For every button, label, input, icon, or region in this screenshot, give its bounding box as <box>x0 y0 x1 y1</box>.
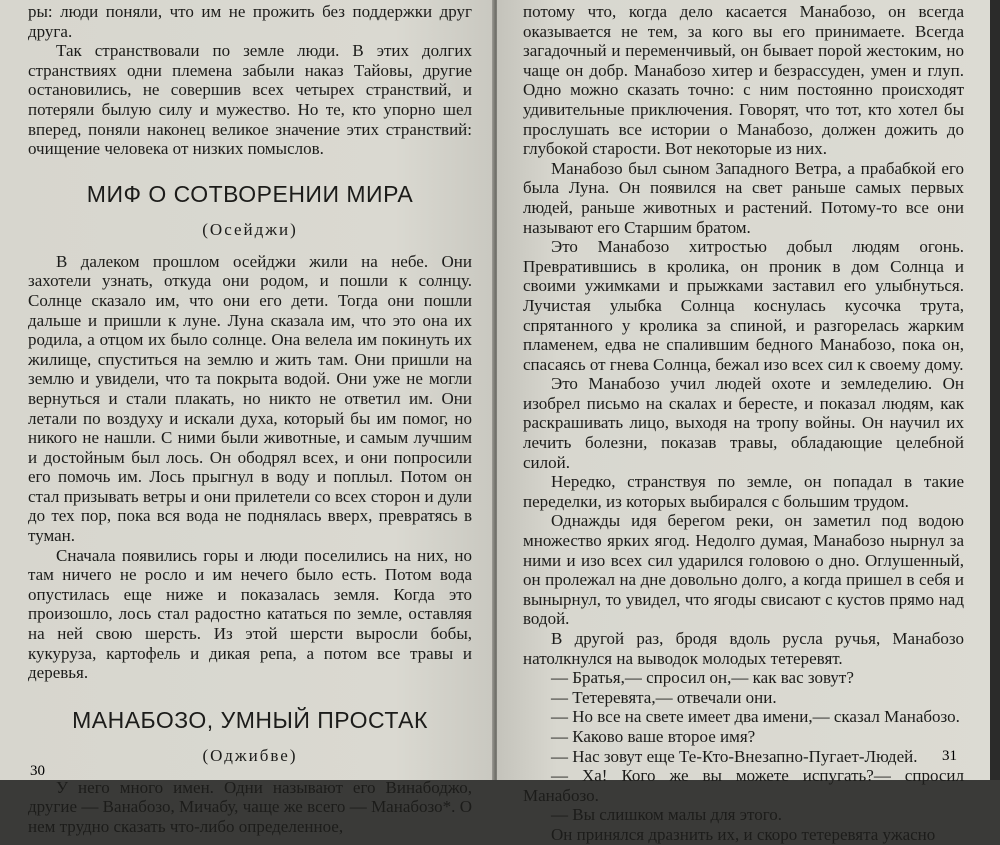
paragraph: Однажды идя берегом реки, он заметил под водою множество ярких ягод. Недолго думая, Манабозо нырнул за ними и изо всех сил ударился головою о дно. Оглушенный, он пролежал на дне довольно долго, а когда пришел в себя и вынырнул, то увидел, что ягоды свисают с кустов прямо над водой. <box>523 511 964 629</box>
left-page <box>0 0 494 836</box>
paragraph: Сначала появились горы и люди поселились на них, но там ничего не росло и им нечего было есть. Потом вода опустилась еще ниже и показалась земля. Когда это произошло, лось стал радостно кататься по земле, оставляя на ней свою шерсть. Из этой шерсти выросли бобы, кукуруза, картофель и дикая репа, а потом все травы и деревья. <box>28 545 472 683</box>
dialogue-line: — Братья,— спросил он,— как вас зовут? <box>551 668 854 688</box>
chapter-subtitle: (Оджибве) <box>202 745 298 765</box>
paragraph: Он принялся дразнить их, и скоро тетеревята ужасно <box>551 824 936 844</box>
page-number: 30 <box>30 763 45 779</box>
paragraph: потому что, когда дело касается Манабозо, он всегда оказывается не тем, за кого вы его принимаете. Всегда загадочный и переменчивый, он бывает порой жестоким, но чаще он добр. Манабозо хитер и безрассуден, умен и глуп. Одно можно сказать точно: с ним постоянно происходят удивительные приключения. Говорят, что тот, кто хотел бы прослушать все истории о Манабозо, должен дожить до глубокой старости. Вот некоторые из них. <box>523 2 964 159</box>
paragraph: ры: люди поняли, что им не прожить без поддержки друг друга. <box>28 2 472 41</box>
dialogue-line: — Ха! Кого же вы можете испугать?— спросил Манабозо. <box>523 766 964 805</box>
paragraph: В далеком прошлом осейджи жили на небе. Они захотели узнать, откуда они родом, и пошли к солнцу. Солнце сказало им, что они его дети. Тогда они пошли дальше и пришли к луне. Луна сказала им, что это она их родила, а отцом их было солнце. Она велела им покинуть их жилище, спуститься на землю и жить там. Они пришли на землю и увидели, что та покрыта водой. Они уже не могли вернуться и стали плакать, но никто не ответил им. Они летали по воздуху и искали духа, который бы им помог, но никого не нашли. С ними были животные, и самым лучшим и достойным был лось. Он ободрял всех, и они попросили его помочь им. Лось прыгнул в воду и поплыл. Потом он стал призывать ветры и они прилетели со всех сторон и дули до тех пор, пока вся вода не поднялась вверх, превратясь в туман. <box>28 251 472 546</box>
dialogue-line: — Нас зовут еще Те-Кто-Внезапно-Пугает-Людей. <box>551 746 918 766</box>
right-page <box>497 0 1000 844</box>
dialogue-line: — Тетеревята,— отвечали они. <box>551 687 777 707</box>
background-edge <box>990 0 1000 780</box>
dialogue-line: — Но все на свете имеет два имени,— сказал Манабозо. <box>551 707 960 727</box>
chapter-title: МАНАБОЗО, УМНЫЙ ПРОСТАК <box>72 706 428 733</box>
paragraph: Нередко, странствуя по земле, он попадал в такие переделки, из которых выбирался с большим трудом. <box>523 472 964 511</box>
paragraph: Это Манабозо учил людей охоте и земледелию. Он изобрел письмо на скалах и бересте, и показал людям, как раскрашивать лицо, выходя на тропу войны. Он научил их лечить болезни, показав травы, обладающие целебной силой. <box>523 374 964 472</box>
chapter-subtitle: (Осейджи) <box>202 219 298 239</box>
paragraph: Манабозо был сыном Западного Ветра, а прабабкой его была Луна. Он появился на свет раньше самых первых людей, раньше животных и растений. Потому-то все они называют его Старшим братом. <box>523 158 964 237</box>
paragraph: В другой раз, бродя вдоль русла ручья, Манабозо натолкнулся на выводок молодых тетеревят. <box>523 629 964 668</box>
dialogue-line: — Каково ваше второе имя? <box>551 726 756 746</box>
chapter-title: МИФ О СОТВОРЕНИИ МИРА <box>86 180 414 207</box>
page-number: 31 <box>942 748 957 764</box>
paragraph: У него много имен. Одни называют его Винабоджо, другие — Ванабозо, Мичабу, чаще же всего — Манабозо*. О нем трудно сказать что-либо определенное, <box>28 777 472 836</box>
paragraph: Так странствовали по земле люди. В этих долгих странствиях одни племена забыли наказ Тайовы, другие остановились, не совершив всех четырех странствий, и потеряли былую силу и мужество. Но те, кто упорно шел вперед, поняли наконец великое значение этих странствий: очищение человека от низких помыслов. <box>28 41 472 159</box>
dialogue-line: — Вы слишком малы для этого. <box>551 805 783 825</box>
paragraph: Это Манабозо хитростью добыл людям огонь. Превратившись в кролика, он проник в дом Солнца и своими ужимками и прыжками заставил его улыбнуться. Лучистая улыбка Солнца коснулась кусочка трута, спрятанного у кролика за спиной, и разгорелась жарким пламенем, едва не спалившим бедного Манабозо, пока он, спасаясь от гнева Солнца, бежал изо всех сил к своему дому. <box>523 237 964 374</box>
